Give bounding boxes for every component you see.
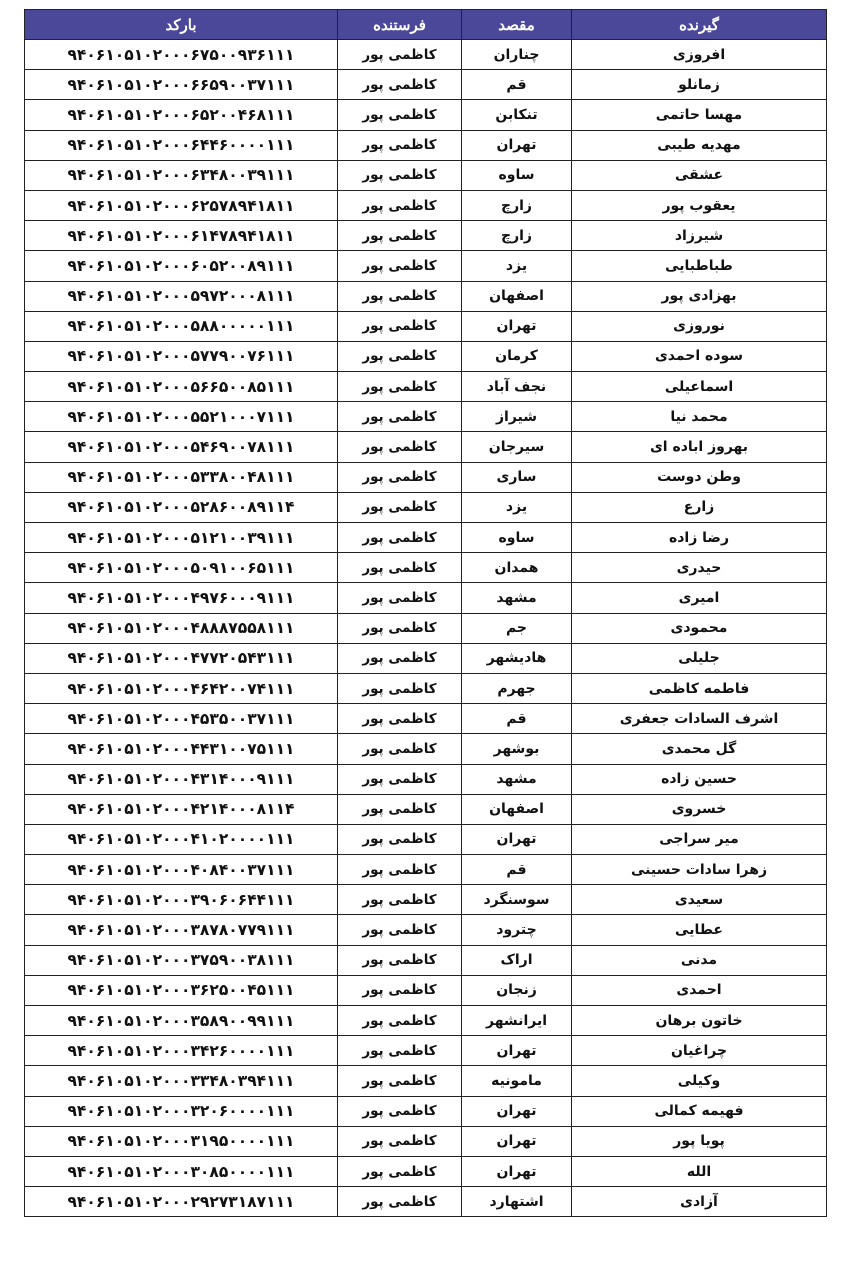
sender-cell: کاظمی پور xyxy=(338,975,462,1005)
sender-cell: کاظمی پور xyxy=(338,432,462,462)
receiver-cell: عطایی xyxy=(572,915,827,945)
barcode-cell: ۹۴۰۶۱۰۵۱۰۲۰۰۰۳۲۰۶۰۰۰۰۱۱۱ xyxy=(25,1096,338,1126)
shipment-table xyxy=(24,9,827,1217)
sender-cell: کاظمی پور xyxy=(338,190,462,220)
table-row xyxy=(25,643,827,673)
table-row xyxy=(25,1126,827,1156)
destination-cell: شیراز xyxy=(462,402,572,432)
sender-cell: کاظمی پور xyxy=(338,341,462,371)
destination-cell: اشتهارد xyxy=(462,1187,572,1217)
receiver-cell: احمدی xyxy=(572,975,827,1005)
barcode-cell: ۹۴۰۶۱۰۵۱۰۲۰۰۰۴۷۷۲۰۵۴۳۱۱۱ xyxy=(25,643,338,673)
destination-cell: نجف آباد xyxy=(462,372,572,402)
barcode-cell: ۹۴۰۶۱۰۵۱۰۲۰۰۰۶۷۵۰۰۹۳۶۱۱۱ xyxy=(25,40,338,70)
destination-cell: چناران xyxy=(462,40,572,70)
barcode-cell: ۹۴۰۶۱۰۵۱۰۲۰۰۰۳۱۹۵۰۰۰۰۱۱۱ xyxy=(25,1126,338,1156)
receiver-cell: آزادی xyxy=(572,1187,827,1217)
sender-cell: کاظمی پور xyxy=(338,1066,462,1096)
barcode-cell: ۹۴۰۶۱۰۵۱۰۲۰۰۰۶۰۵۲۰۰۸۹۱۱۱ xyxy=(25,251,338,281)
receiver-cell: یعقوب پور xyxy=(572,190,827,220)
sender-cell: کاظمی پور xyxy=(338,643,462,673)
sender-cell: کاظمی پور xyxy=(338,130,462,160)
table-row xyxy=(25,432,827,462)
table-row xyxy=(25,855,827,885)
barcode-cell: ۹۴۰۶۱۰۵۱۰۲۰۰۰۵۲۸۶۰۰۸۹۱۱۴ xyxy=(25,492,338,522)
table-row xyxy=(25,975,827,1005)
table-row xyxy=(25,523,827,553)
sender-cell: کاظمی پور xyxy=(338,613,462,643)
receiver-cell: فاطمه کاظمی xyxy=(572,673,827,703)
receiver-cell: مهسا حاتمی xyxy=(572,100,827,130)
destination-cell: ساوه xyxy=(462,160,572,190)
table-row xyxy=(25,1036,827,1066)
sender-cell: کاظمی پور xyxy=(338,311,462,341)
table-row xyxy=(25,1156,827,1186)
receiver-cell: چراغیان xyxy=(572,1036,827,1066)
table-row xyxy=(25,40,827,70)
receiver-cell: مدنی xyxy=(572,945,827,975)
receiver-cell: افروزی xyxy=(572,40,827,70)
sender-cell: کاظمی پور xyxy=(338,1036,462,1066)
table-row xyxy=(25,764,827,794)
receiver-cell: زهرا سادات حسینی xyxy=(572,855,827,885)
table-row xyxy=(25,462,827,492)
destination-cell: ساری xyxy=(462,462,572,492)
sender-cell: کاظمی پور xyxy=(338,1006,462,1036)
table-row xyxy=(25,160,827,190)
table-row xyxy=(25,583,827,613)
destination-cell: تنکابن xyxy=(462,100,572,130)
table-row xyxy=(25,221,827,251)
table-row xyxy=(25,70,827,100)
receiver-cell: سعیدی xyxy=(572,885,827,915)
barcode-cell: ۹۴۰۶۱۰۵۱۰۲۰۰۰۶۶۵۹۰۰۳۷۱۱۱ xyxy=(25,70,338,100)
receiver-cell: میر سراجی xyxy=(572,824,827,854)
barcode-cell: ۹۴۰۶۱۰۵۱۰۲۰۰۰۴۵۳۵۰۰۳۷۱۱۱ xyxy=(25,704,338,734)
barcode-cell: ۹۴۰۶۱۰۵۱۰۲۰۰۰۴۳۱۴۰۰۰۹۱۱۱ xyxy=(25,764,338,794)
destination-cell: ایرانشهر xyxy=(462,1006,572,1036)
sender-cell: کاظمی پور xyxy=(338,583,462,613)
header-destination: مقصد xyxy=(462,10,572,40)
destination-cell: اراک xyxy=(462,945,572,975)
sender-cell: کاظمی پور xyxy=(338,704,462,734)
table-row xyxy=(25,553,827,583)
destination-cell: همدان xyxy=(462,553,572,583)
header-sender: فرستنده xyxy=(338,10,462,40)
barcode-cell: ۹۴۰۶۱۰۵۱۰۲۰۰۰۶۴۴۶۰۰۰۰۱۱۱ xyxy=(25,130,338,160)
destination-cell: تهران xyxy=(462,1096,572,1126)
sender-cell: کاظمی پور xyxy=(338,160,462,190)
table-row xyxy=(25,1066,827,1096)
barcode-cell: ۹۴۰۶۱۰۵۱۰۲۰۰۰۵۴۶۹۰۰۷۸۱۱۱ xyxy=(25,432,338,462)
table-row xyxy=(25,885,827,915)
receiver-cell: شیرزاد xyxy=(572,221,827,251)
sender-cell: کاظمی پور xyxy=(338,945,462,975)
barcode-cell: ۹۴۰۶۱۰۵۱۰۲۰۰۰۵۰۹۱۰۰۶۵۱۱۱ xyxy=(25,553,338,583)
receiver-cell: زمانلو xyxy=(572,70,827,100)
destination-cell: زنجان xyxy=(462,975,572,1005)
barcode-cell: ۹۴۰۶۱۰۵۱۰۲۰۰۰۶۱۴۷۸۹۴۱۸۱۱ xyxy=(25,221,338,251)
destination-cell: تهران xyxy=(462,824,572,854)
receiver-cell: الله xyxy=(572,1156,827,1186)
destination-cell: اصفهان xyxy=(462,281,572,311)
barcode-cell: ۹۴۰۶۱۰۵۱۰۲۰۰۰۳۷۵۹۰۰۳۸۱۱۱ xyxy=(25,945,338,975)
destination-cell: زارچ xyxy=(462,221,572,251)
sender-cell: کاظمی پور xyxy=(338,915,462,945)
receiver-cell: محمد نیا xyxy=(572,402,827,432)
receiver-cell: جلیلی xyxy=(572,643,827,673)
sender-cell: کاظمی پور xyxy=(338,885,462,915)
destination-cell: ساوه xyxy=(462,523,572,553)
table-row xyxy=(25,734,827,764)
destination-cell: تهران xyxy=(462,1156,572,1186)
barcode-cell: ۹۴۰۶۱۰۵۱۰۲۰۰۰۴۰۸۴۰۰۳۷۱۱۱ xyxy=(25,855,338,885)
header-row xyxy=(25,10,827,40)
barcode-cell: ۹۴۰۶۱۰۵۱۰۲۰۰۰۳۳۴۸۰۳۹۴۱۱۱ xyxy=(25,1066,338,1096)
receiver-cell: خسروی xyxy=(572,794,827,824)
barcode-cell: ۹۴۰۶۱۰۵۱۰۲۰۰۰۶۵۲۰۰۴۶۸۱۱۱ xyxy=(25,100,338,130)
receiver-cell: سوده احمدی xyxy=(572,341,827,371)
destination-cell: جهرم xyxy=(462,673,572,703)
destination-cell: قم xyxy=(462,70,572,100)
barcode-cell: ۹۴۰۶۱۰۵۱۰۲۰۰۰۳۸۷۸۰۷۷۹۱۱۱ xyxy=(25,915,338,945)
table-row xyxy=(25,945,827,975)
sender-cell: کاظمی پور xyxy=(338,1126,462,1156)
sender-cell: کاظمی پور xyxy=(338,462,462,492)
table-row xyxy=(25,704,827,734)
table-row xyxy=(25,281,827,311)
table-row xyxy=(25,794,827,824)
barcode-cell: ۹۴۰۶۱۰۵۱۰۲۰۰۰۶۳۴۸۰۰۳۹۱۱۱ xyxy=(25,160,338,190)
destination-cell: قم xyxy=(462,855,572,885)
destination-cell: یزد xyxy=(462,251,572,281)
sender-cell: کاظمی پور xyxy=(338,764,462,794)
sender-cell: کاظمی پور xyxy=(338,221,462,251)
sender-cell: کاظمی پور xyxy=(338,40,462,70)
table-row xyxy=(25,311,827,341)
table-row xyxy=(25,341,827,371)
destination-cell: بوشهر xyxy=(462,734,572,764)
receiver-cell: بهروز اباده ای xyxy=(572,432,827,462)
receiver-cell: وطن دوست xyxy=(572,462,827,492)
table-row xyxy=(25,915,827,945)
receiver-cell: گل محمدی xyxy=(572,734,827,764)
receiver-cell: فهیمه کمالی xyxy=(572,1096,827,1126)
table-row xyxy=(25,372,827,402)
barcode-cell: ۹۴۰۶۱۰۵۱۰۲۰۰۰۶۲۵۷۸۹۴۱۸۱۱ xyxy=(25,190,338,220)
destination-cell: اصفهان xyxy=(462,794,572,824)
destination-cell: تهران xyxy=(462,130,572,160)
sender-cell: کاظمی پور xyxy=(338,673,462,703)
receiver-cell: خاتون برهان xyxy=(572,1006,827,1036)
receiver-cell: حیدری xyxy=(572,553,827,583)
barcode-cell: ۹۴۰۶۱۰۵۱۰۲۰۰۰۴۴۳۱۰۰۷۵۱۱۱ xyxy=(25,734,338,764)
sender-cell: کاظمی پور xyxy=(338,1096,462,1126)
receiver-cell: مهدیه طیبی xyxy=(572,130,827,160)
table-row xyxy=(25,1096,827,1126)
barcode-cell: ۹۴۰۶۱۰۵۱۰۲۰۰۰۵۸۸۰۰۰۰۰۱۱۱ xyxy=(25,311,338,341)
barcode-cell: ۹۴۰۶۱۰۵۱۰۲۰۰۰۳۵۸۹۰۰۹۹۱۱۱ xyxy=(25,1006,338,1036)
destination-cell: تهران xyxy=(462,1126,572,1156)
barcode-cell: ۹۴۰۶۱۰۵۱۰۲۰۰۰۴۶۴۲۰۰۷۴۱۱۱ xyxy=(25,673,338,703)
receiver-cell: بهزادی پور xyxy=(572,281,827,311)
destination-cell: زارچ xyxy=(462,190,572,220)
destination-cell: تهران xyxy=(462,1036,572,1066)
destination-cell: مشهد xyxy=(462,764,572,794)
receiver-cell: وکیلی xyxy=(572,1066,827,1096)
table-row xyxy=(25,190,827,220)
receiver-cell: زارع xyxy=(572,492,827,522)
barcode-cell: ۹۴۰۶۱۰۵۱۰۲۰۰۰۵۱۲۱۰۰۳۹۱۱۱ xyxy=(25,523,338,553)
destination-cell: کرمان xyxy=(462,341,572,371)
sender-cell: کاظمی پور xyxy=(338,281,462,311)
table-row xyxy=(25,1006,827,1036)
barcode-cell: ۹۴۰۶۱۰۵۱۰۲۰۰۰۵۵۲۱۰۰۰۷۱۱۱ xyxy=(25,402,338,432)
table-row xyxy=(25,100,827,130)
table-row xyxy=(25,1187,827,1217)
sender-cell: کاظمی پور xyxy=(338,1187,462,1217)
destination-cell: تهران xyxy=(462,311,572,341)
destination-cell: هادیشهر xyxy=(462,643,572,673)
barcode-cell: ۹۴۰۶۱۰۵۱۰۲۰۰۰۳۴۲۶۰۰۰۰۱۱۱ xyxy=(25,1036,338,1066)
destination-cell: یزد xyxy=(462,492,572,522)
header-barcode: بارکد xyxy=(25,10,338,40)
destination-cell: مشهد xyxy=(462,583,572,613)
receiver-cell: عشقی xyxy=(572,160,827,190)
barcode-cell: ۹۴۰۶۱۰۵۱۰۲۰۰۰۳۶۲۵۰۰۴۵۱۱۱ xyxy=(25,975,338,1005)
barcode-cell: ۹۴۰۶۱۰۵۱۰۲۰۰۰۴۸۸۸۷۵۵۸۱۱۱ xyxy=(25,613,338,643)
destination-cell: چترود xyxy=(462,915,572,945)
receiver-cell: امیری xyxy=(572,583,827,613)
barcode-cell: ۹۴۰۶۱۰۵۱۰۲۰۰۰۴۹۷۶۰۰۰۹۱۱۱ xyxy=(25,583,338,613)
receiver-cell: پویا پور xyxy=(572,1126,827,1156)
sender-cell: کاظمی پور xyxy=(338,251,462,281)
destination-cell: سیرجان xyxy=(462,432,572,462)
destination-cell: مامونیه xyxy=(462,1066,572,1096)
barcode-cell: ۹۴۰۶۱۰۵۱۰۲۰۰۰۴۱۰۲۰۰۰۰۱۱۱ xyxy=(25,824,338,854)
barcode-cell: ۹۴۰۶۱۰۵۱۰۲۰۰۰۵۶۶۵۰۰۸۵۱۱۱ xyxy=(25,372,338,402)
receiver-cell: نوروزی xyxy=(572,311,827,341)
sender-cell: کاظمی پور xyxy=(338,553,462,583)
barcode-cell: ۹۴۰۶۱۰۵۱۰۲۰۰۰۵۳۳۸۰۰۴۸۱۱۱ xyxy=(25,462,338,492)
sender-cell: کاظمی پور xyxy=(338,1156,462,1186)
destination-cell: جم xyxy=(462,613,572,643)
barcode-cell: ۹۴۰۶۱۰۵۱۰۲۰۰۰۴۲۱۴۰۰۰۸۱۱۴ xyxy=(25,794,338,824)
table-row xyxy=(25,492,827,522)
barcode-cell: ۹۴۰۶۱۰۵۱۰۲۰۰۰۵۹۷۲۰۰۰۸۱۱۱ xyxy=(25,281,338,311)
table-row xyxy=(25,402,827,432)
sender-cell: کاظمی پور xyxy=(338,100,462,130)
header-receiver: گیرنده xyxy=(572,10,827,40)
table-row xyxy=(25,824,827,854)
sender-cell: کاظمی پور xyxy=(338,70,462,100)
sender-cell: کاظمی پور xyxy=(338,794,462,824)
sender-cell: کاظمی پور xyxy=(338,523,462,553)
barcode-cell: ۹۴۰۶۱۰۵۱۰۲۰۰۰۳۹۰۶۰۶۴۴۱۱۱ xyxy=(25,885,338,915)
destination-cell: سوسنگرد xyxy=(462,885,572,915)
destination-cell: قم xyxy=(462,704,572,734)
barcode-cell: ۹۴۰۶۱۰۵۱۰۲۰۰۰۲۹۲۷۳۱۸۷۱۱۱ xyxy=(25,1187,338,1217)
barcode-cell: ۹۴۰۶۱۰۵۱۰۲۰۰۰۳۰۸۵۰۰۰۰۱۱۱ xyxy=(25,1156,338,1186)
table-body xyxy=(25,40,827,1217)
receiver-cell: طباطبایی xyxy=(572,251,827,281)
table-row xyxy=(25,613,827,643)
table-row xyxy=(25,130,827,160)
receiver-cell: حسین زاده xyxy=(572,764,827,794)
receiver-cell: رضا زاده xyxy=(572,523,827,553)
receiver-cell: محمودی xyxy=(572,613,827,643)
receiver-cell: اسماعیلی xyxy=(572,372,827,402)
sender-cell: کاظمی پور xyxy=(338,402,462,432)
sender-cell: کاظمی پور xyxy=(338,492,462,522)
sender-cell: کاظمی پور xyxy=(338,372,462,402)
table-row xyxy=(25,673,827,703)
sender-cell: کاظمی پور xyxy=(338,734,462,764)
table-row xyxy=(25,251,827,281)
sender-cell: کاظمی پور xyxy=(338,855,462,885)
sender-cell: کاظمی پور xyxy=(338,824,462,854)
receiver-cell: اشرف السادات جعفری xyxy=(572,704,827,734)
table-header xyxy=(25,10,827,40)
barcode-cell: ۹۴۰۶۱۰۵۱۰۲۰۰۰۵۷۷۹۰۰۷۶۱۱۱ xyxy=(25,341,338,371)
